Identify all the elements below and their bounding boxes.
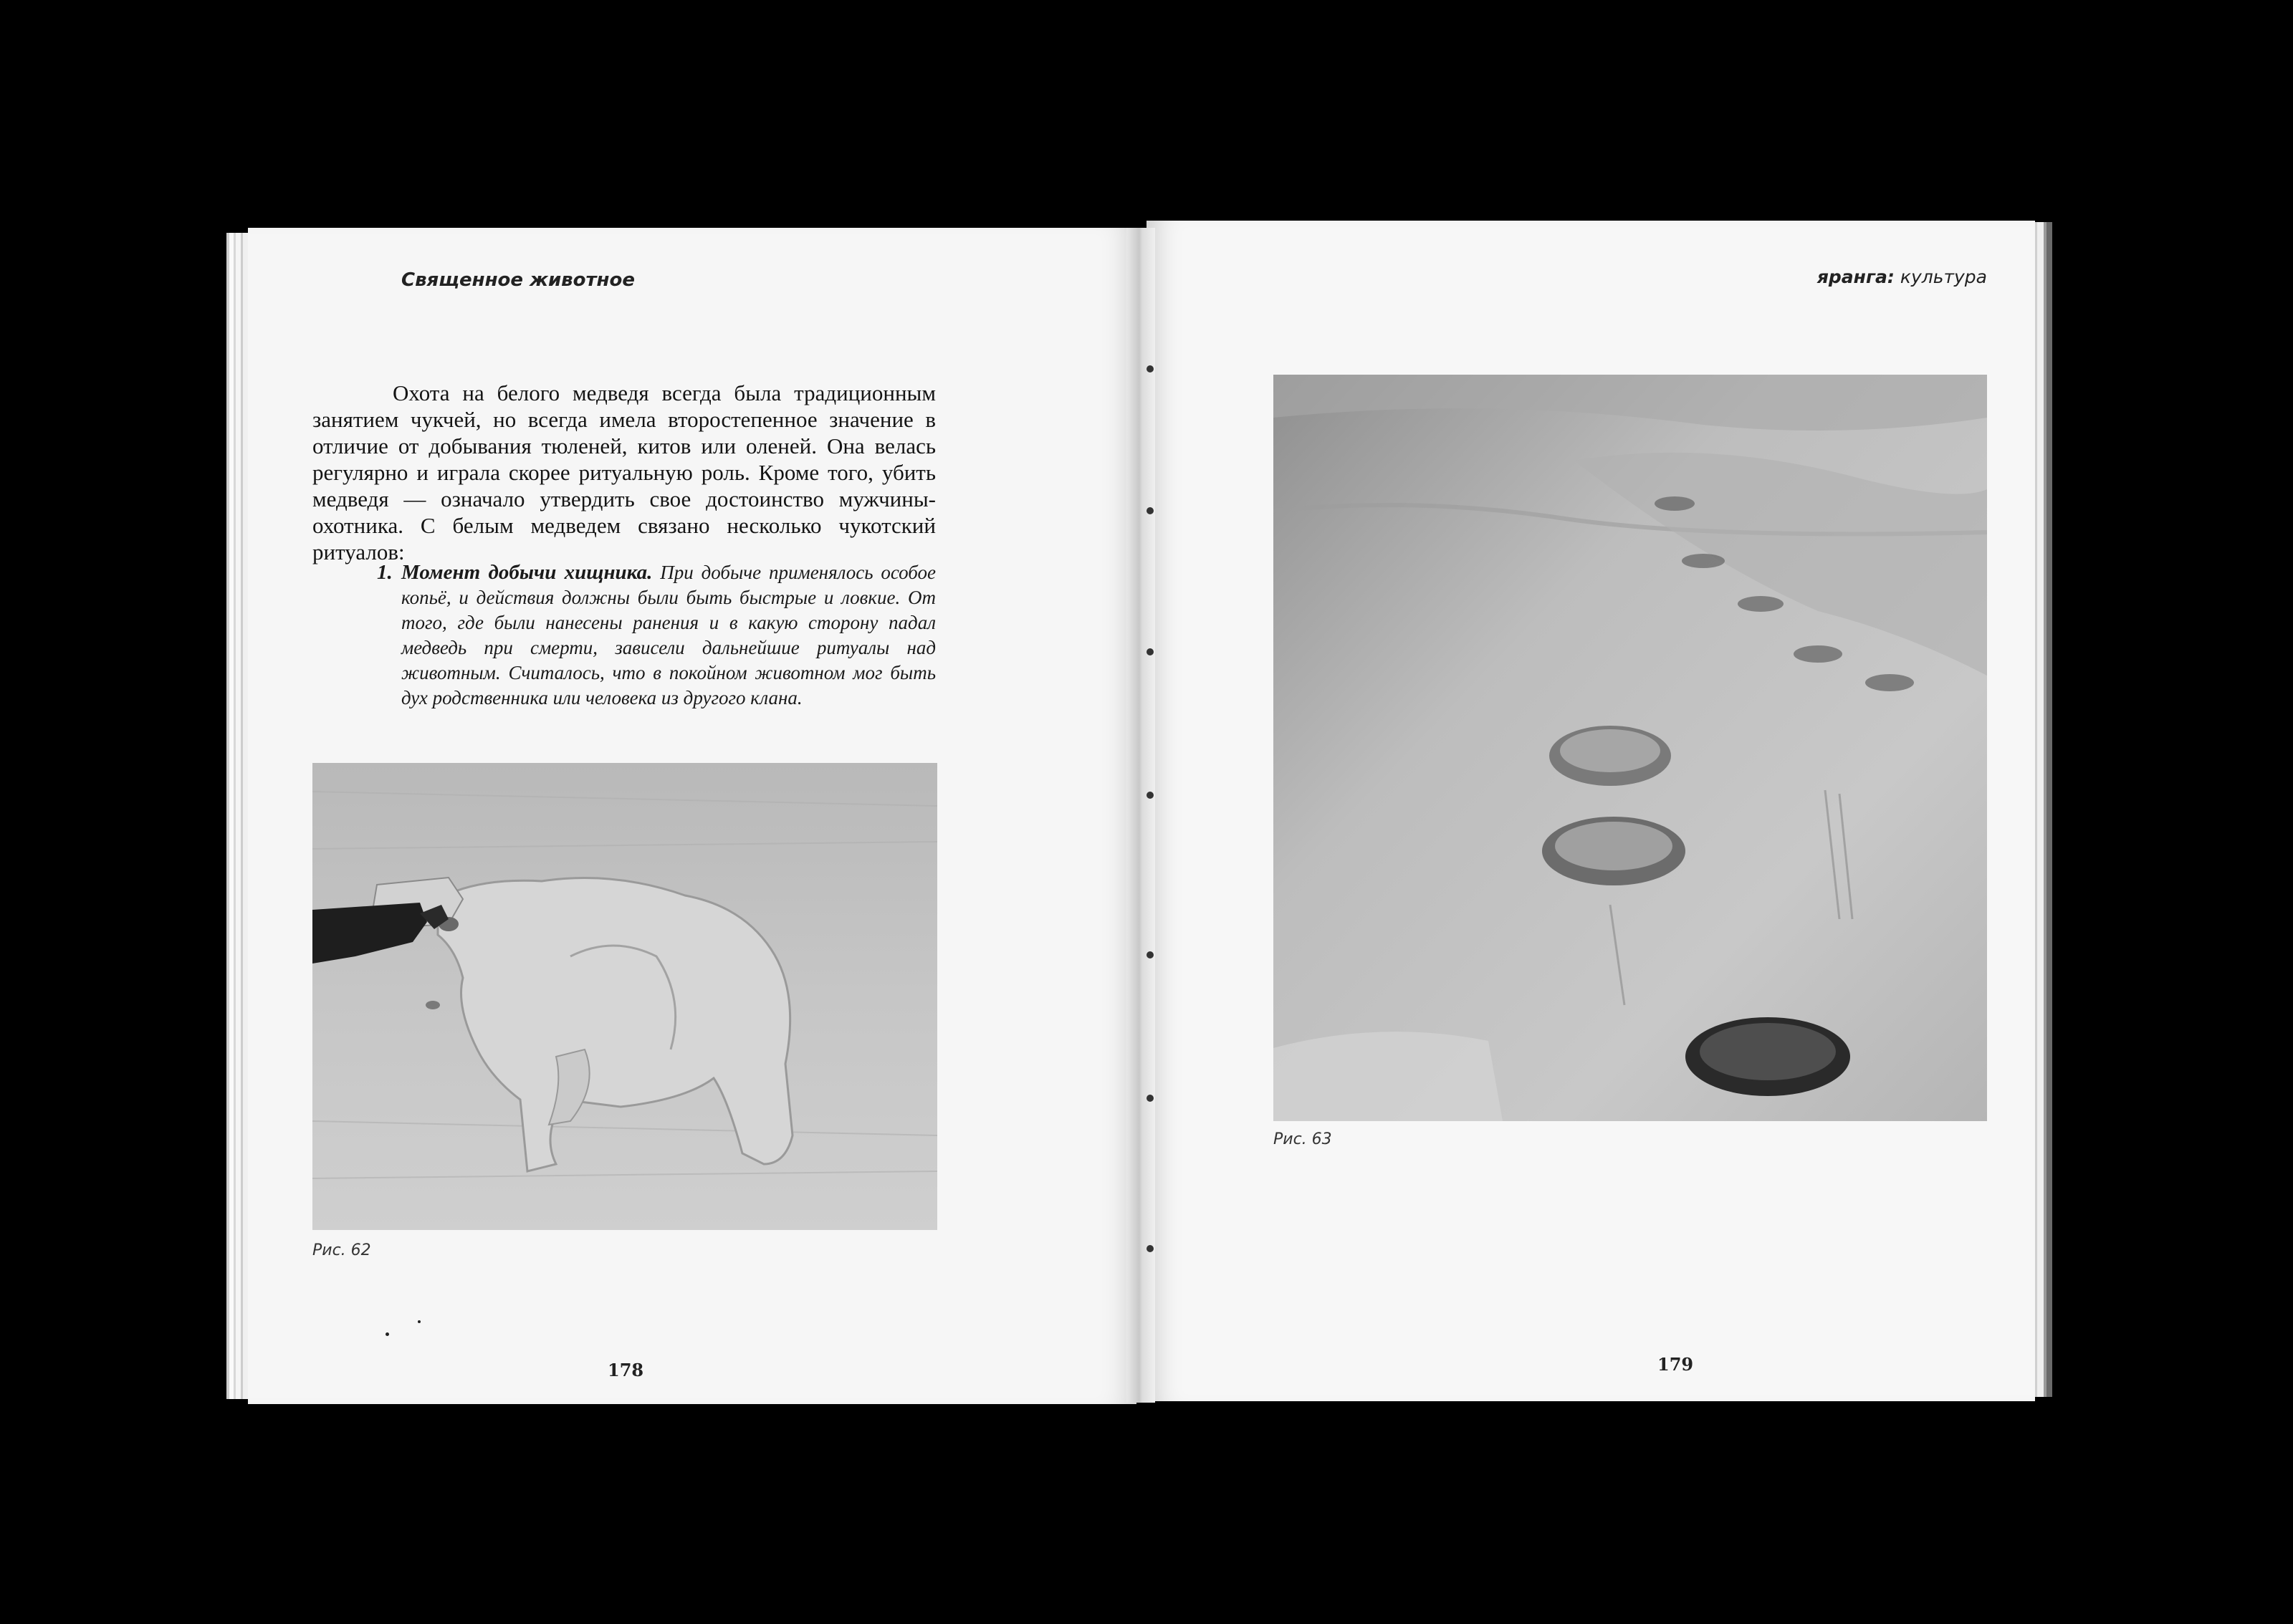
page-edges-left	[226, 233, 249, 1399]
list-item-number: 1.	[377, 561, 393, 584]
ritual-list	[365, 560, 936, 711]
running-head-left: Священное животное	[401, 269, 636, 291]
list-item-text: При добыче применялось особое копьё, и действия должны были быть быстрые и ловкие. От того, где были нанесены ранения и в какую сторону падал медведь при смерти, зависели дальнейшие ритуалы над животным. Считалось, что в покойном животном мог быть дух родственника или человека из другого клана.	[401, 562, 936, 708]
running-head-right-bold: яранга:	[1816, 266, 1895, 287]
book-gutter	[1126, 228, 1155, 1403]
binding-stitch	[1146, 648, 1154, 655]
list-item-title: Момент добычи хищника.	[401, 561, 653, 584]
figure-62-caption: Рис. 62	[312, 1241, 371, 1259]
binding-stitch	[1146, 1095, 1154, 1102]
figure-62-photo	[312, 763, 937, 1230]
page-number-left: 178	[608, 1360, 644, 1380]
binding-stitch	[1146, 1245, 1154, 1252]
binding-stitch	[1146, 792, 1154, 799]
binding-stitch	[1146, 951, 1154, 958]
body-paragraph: Охота на белого медведя всегда была традиционным занятием чукчей, но всегда имела второстепенное значение в отличие от добывания тюленей, китов или оленей. Она велась регулярно и играла скорее ритуальную роль. Кроме того, убить медведя — означало утвердить свое достоинство мужчины-охотника. С белым медведем связано несколько чукотский ритуалов:	[312, 380, 936, 564]
figure-63-caption: Рис. 63	[1273, 1130, 1332, 1148]
running-head-right	[1817, 266, 1987, 287]
running-head-right-rest: культура	[1900, 266, 1987, 287]
binding-stitch	[1146, 365, 1154, 373]
body-text	[312, 380, 936, 565]
list-item	[365, 560, 936, 711]
paper-speck	[386, 1332, 389, 1336]
paper-speck	[418, 1320, 421, 1323]
figure-63-photo	[1273, 375, 1987, 1121]
binding-stitch	[1146, 507, 1154, 514]
page-number-right: 179	[1657, 1354, 1694, 1375]
